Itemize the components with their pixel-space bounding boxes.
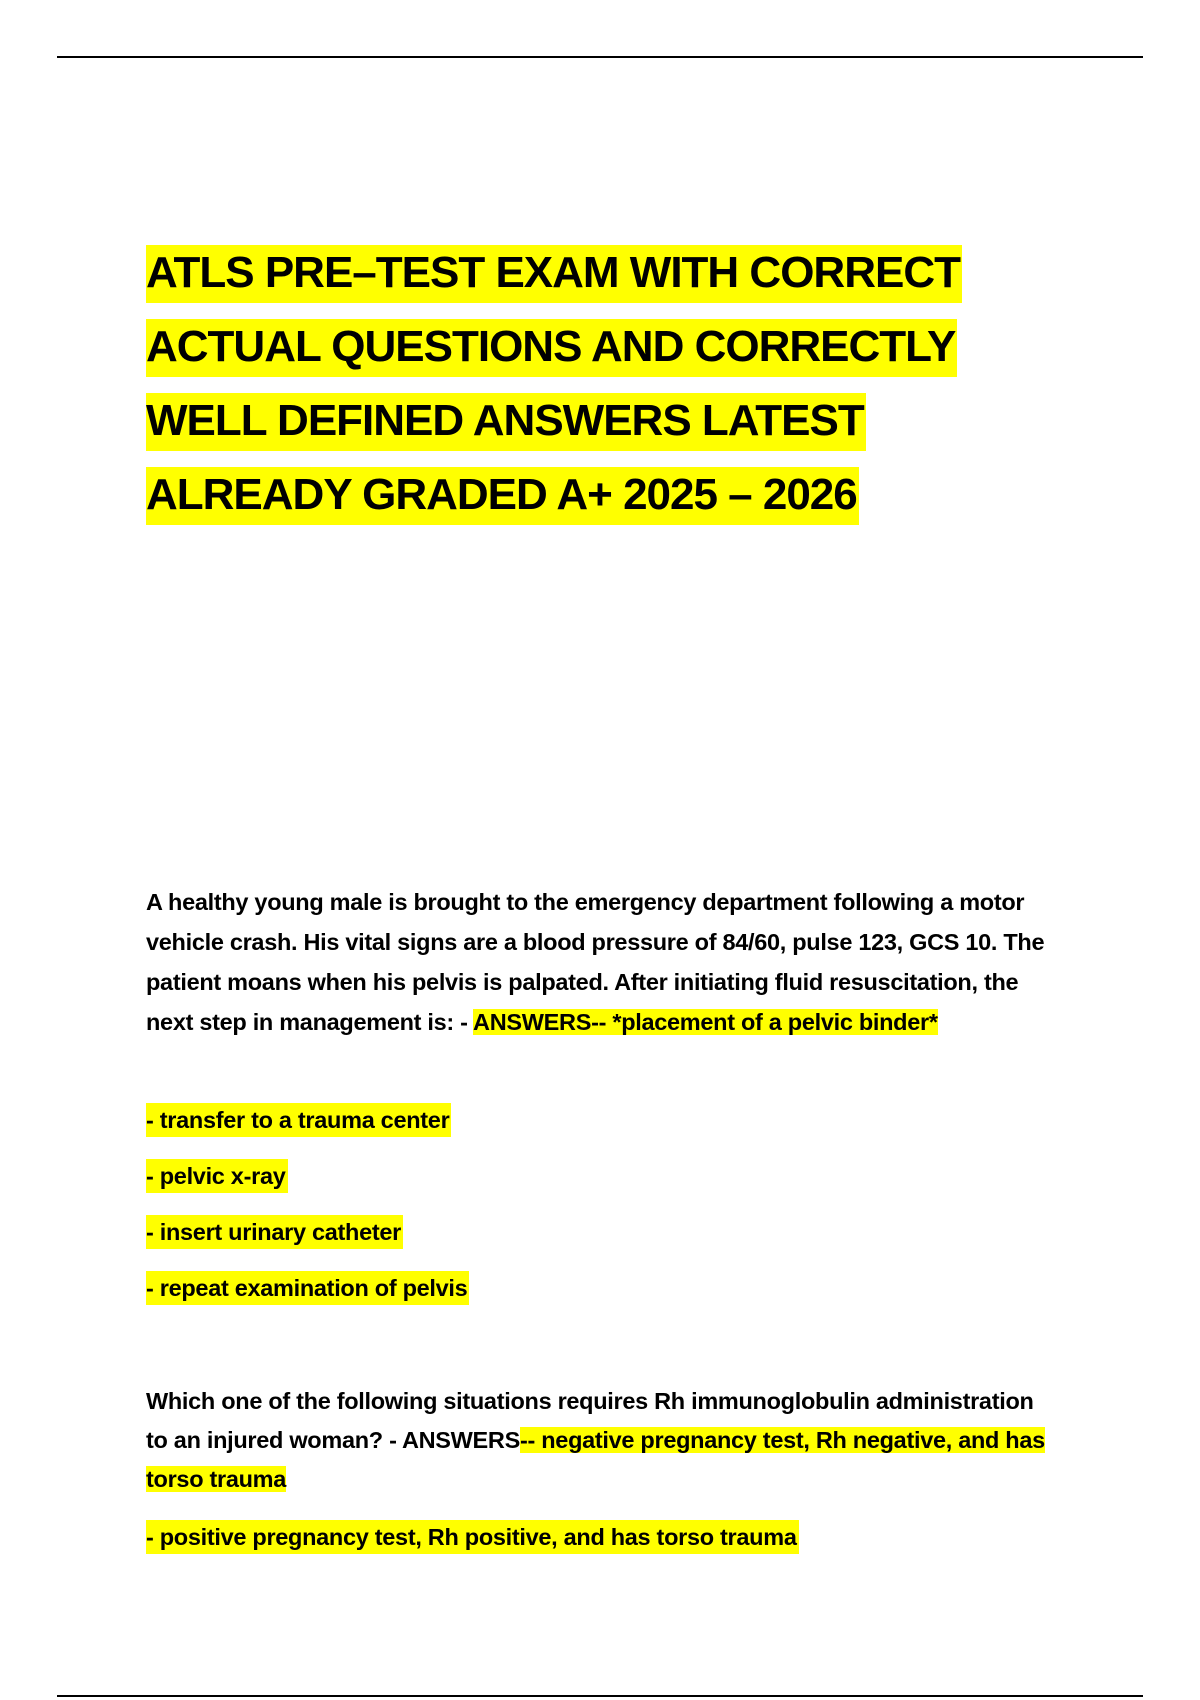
title-line-2: ACTUAL QUESTIONS AND CORRECTLY [146, 319, 957, 377]
question-2 [146, 1382, 1046, 1499]
option-text: - pelvic x-ray [146, 1159, 288, 1193]
question-2-text: Which one of the following situations requires Rh immunoglobulin administration to an injured woman? - ANSWERS [146, 1388, 1034, 1453]
question-1-option-4 [146, 1268, 469, 1308]
question-2-answer: -- negative pregnancy test, Rh negative, and has torso trauma [146, 1427, 1045, 1492]
title-line-1: ATLS PRE–TEST EXAM WITH CORRECT [146, 245, 962, 303]
question-1-text: A healthy young male is brought to the emergency department following a motor vehicle crash. His vital signs are a blood pressure of 84/60, pulse 123, GCS 10. The patient moans when his pelvis is palpated. After initiating fluid resuscitation, the next step in management is: - [146, 889, 1045, 1035]
option-text: - repeat examination of pelvis [146, 1271, 469, 1305]
question-1-option-3 [146, 1212, 403, 1252]
top-rule [57, 56, 1143, 58]
option-text: - transfer to a trauma center [146, 1103, 451, 1137]
question-2-option-1 [146, 1517, 799, 1557]
bottom-rule [57, 1695, 1143, 1697]
question-1-option-1 [146, 1100, 451, 1140]
option-text: - insert urinary catheter [146, 1215, 403, 1249]
question-1-option-2 [146, 1156, 288, 1196]
document-title [146, 236, 1046, 532]
title-line-4: ALREADY GRADED A+ 2025 – 2026 [146, 467, 859, 525]
question-1-answer: ANSWERS-- *placement of a pelvic binder* [473, 1009, 938, 1035]
option-text: - positive pregnancy test, Rh positive, and has torso trauma [146, 1520, 799, 1554]
title-line-3: WELL DEFINED ANSWERS LATEST [146, 393, 866, 451]
question-1 [146, 882, 1046, 1042]
